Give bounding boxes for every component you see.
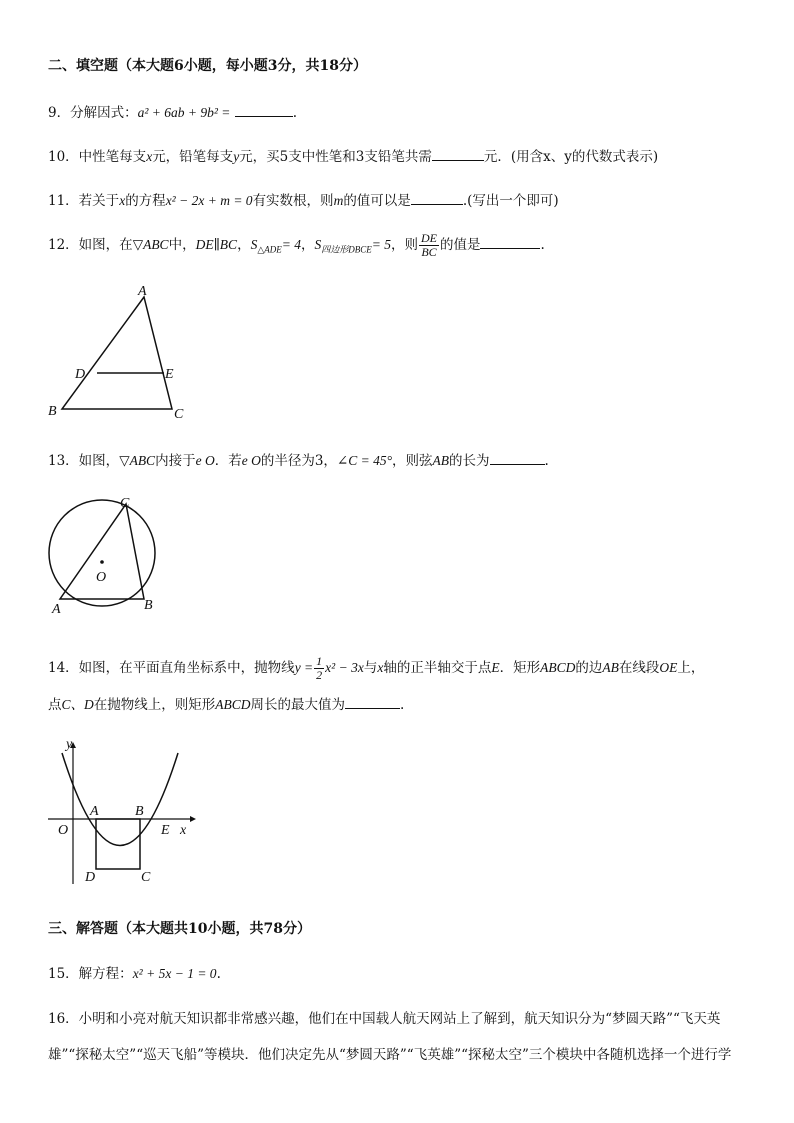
figure-12-triangle: [40, 285, 200, 425]
label-a: A: [138, 284, 147, 299]
q10-text3: 元，买5支中性笔和3支铅笔共需: [239, 149, 432, 165]
q14-answer-blank: [345, 696, 400, 709]
question-10: [48, 145, 658, 165]
q12-parallel: DE∥BC: [195, 237, 238, 252]
q11-text5: .(写出一个即可): [462, 193, 559, 209]
q12-text5: ，则: [390, 237, 418, 253]
question-11: [48, 189, 559, 209]
q14-text-b: 与: [363, 660, 378, 676]
question-16-line-1: 16．小明和小亮对航天知识都非常感兴趣，他们在中国载人航天网站上了解到，航天知识分为“梦圆天路”“飞天英: [48, 1011, 721, 1027]
q11-var-m: m: [333, 193, 344, 208]
q13-text4: 的半径为3，: [260, 453, 337, 469]
q9-answer-blank: [235, 104, 293, 117]
q12-fraction: [419, 232, 439, 259]
question-14-line-2: [48, 693, 404, 713]
rectangle-abcd: [96, 819, 140, 869]
q12-text2: 中，: [168, 237, 196, 253]
q9-expression: a² + 6ab + 9b² =: [137, 105, 231, 120]
question-14-line-1: [48, 655, 704, 682]
label-e: E: [165, 367, 174, 382]
q11-text: 11．若关于: [48, 193, 120, 209]
q12-frac-den: BC: [421, 245, 437, 259]
q12-period: .: [540, 237, 545, 253]
question-9: [48, 101, 297, 121]
q13-text5: ，则弦: [392, 453, 433, 469]
q12-text4: ，: [300, 237, 315, 253]
center-point-o: [100, 560, 104, 564]
question-13: [48, 449, 549, 469]
q14-frac-den: 2: [316, 668, 323, 682]
q15-text: 15．解方程：: [48, 966, 133, 982]
question-15: [48, 962, 221, 982]
section-title-fill-blank: 二、填空题（本大题6小题，每小题3分，共18分）: [48, 58, 367, 74]
q14-text-c: 轴的正半轴交于点: [383, 660, 492, 676]
q14-points: C、D: [61, 697, 94, 712]
q14-lhs: y =: [294, 660, 314, 675]
q14-rect2: ABCD: [215, 697, 251, 712]
q14-segment: OE: [659, 660, 678, 675]
question-16-line-2: 雄”“探秘太空”“巡天飞船”等模块．他们决定先从“梦圆天路”“飞英雄”“探秘太空”三个模块中各随机选择一个进行学: [48, 1047, 732, 1063]
q14-text-a: 14．如图，在平面直角坐标系中，抛物线: [48, 660, 295, 676]
circle-o: [49, 500, 155, 606]
label-b: B: [144, 598, 153, 613]
q13-text: 13．如图，: [48, 453, 120, 469]
triangle-abc: [62, 297, 172, 409]
section-title-answer: 三、解答题（本大题共10小题，共78分）: [48, 921, 311, 937]
q12-s2-sub: 四边形DBCE: [321, 244, 372, 255]
label-c: C: [174, 407, 184, 422]
label-e: E: [161, 823, 170, 838]
q12-s1-sub: △ADE: [257, 244, 282, 255]
figure-13-circle: [40, 495, 180, 620]
q14-text-2a: 点: [48, 697, 62, 713]
label-a: A: [52, 602, 61, 617]
question-12: [48, 232, 545, 259]
q12-s2-label: S: [314, 237, 322, 252]
q13-text3: ．若: [214, 453, 242, 469]
x-axis-arrow: [190, 816, 196, 822]
q12-text6: 的值是: [439, 237, 481, 253]
q10-answer-blank: [432, 148, 484, 161]
label-d: D: [75, 367, 86, 382]
q13-text6: 的长为: [449, 453, 490, 469]
label-c: C: [141, 870, 151, 885]
q9-period: .: [292, 105, 297, 121]
q14-fraction: [314, 655, 324, 682]
q12-answer-blank: [480, 236, 540, 249]
label-c: C: [120, 496, 130, 511]
q13-period: .: [544, 453, 549, 469]
q13-circle2: e O: [241, 453, 261, 468]
q12-s1-value: = 4: [281, 237, 301, 252]
q14-frac-num: 1: [316, 654, 323, 668]
figure-14-parabola: [40, 738, 210, 888]
q12-text3: ，: [237, 237, 251, 253]
q10-text4: 元．(用含x、y的代数式表示): [483, 149, 659, 165]
q13-triangle: ▽ABC: [119, 453, 156, 468]
q12-s1-label: S: [250, 237, 258, 252]
q11-text2: 的方程: [125, 193, 166, 209]
q14-var-x: x: [377, 660, 384, 675]
q14-text-2c: 周长的最大值为: [250, 697, 346, 713]
q15-equation: x² + 5x − 1 = 0: [132, 966, 217, 981]
q13-circle: e O: [195, 453, 215, 468]
label-d: D: [85, 870, 96, 885]
q15-period: .: [216, 966, 221, 982]
q14-text-f: 在线段: [618, 660, 660, 676]
q9-text: 9．分解因式：: [48, 105, 138, 121]
q13-answer-blank: [490, 452, 545, 465]
label-a: A: [90, 804, 99, 819]
q11-text4: 的值可以是: [343, 193, 411, 209]
label-b: B: [135, 804, 144, 819]
q10-var-y: y: [233, 149, 240, 164]
q10-var-x: x: [146, 149, 153, 164]
label-x: x: [180, 823, 187, 838]
q13-text2: 内接于: [155, 453, 196, 469]
q14-side: AB: [602, 660, 619, 675]
label-y: y: [66, 737, 73, 752]
q11-equation: x² − 2x + m = 0: [165, 193, 253, 208]
q11-text3: 有实数根，则: [252, 193, 334, 209]
label-b: B: [48, 404, 57, 419]
q14-text-2b: 在抛物线上，则矩形: [93, 697, 216, 713]
q11-var-x: x: [119, 193, 126, 208]
q14-period: .: [400, 697, 405, 713]
q12-triangle: ▽ABC: [132, 237, 169, 252]
q13-angle: ∠C = 45°: [336, 453, 392, 468]
label-o: O: [58, 823, 69, 838]
q12-text: 12．如图，在: [48, 237, 133, 253]
q14-rhs: x² − 3x: [325, 660, 364, 675]
q10-text2: 元，铅笔每支: [152, 149, 234, 165]
q14-text-g: 上，: [677, 660, 705, 676]
q11-answer-blank: [411, 192, 463, 205]
q14-point-e: E: [491, 660, 500, 675]
label-o: O: [96, 570, 107, 585]
q14-text-d: ．矩形: [499, 660, 541, 676]
q13-chord: AB: [432, 453, 449, 468]
q14-text-e: 的边: [575, 660, 603, 676]
q12-s2-value: = 5: [371, 237, 391, 252]
q12-frac-num: DE: [420, 231, 437, 245]
q10-text: 10．中性笔每支: [48, 149, 147, 165]
q14-rect: ABCD: [540, 660, 576, 675]
